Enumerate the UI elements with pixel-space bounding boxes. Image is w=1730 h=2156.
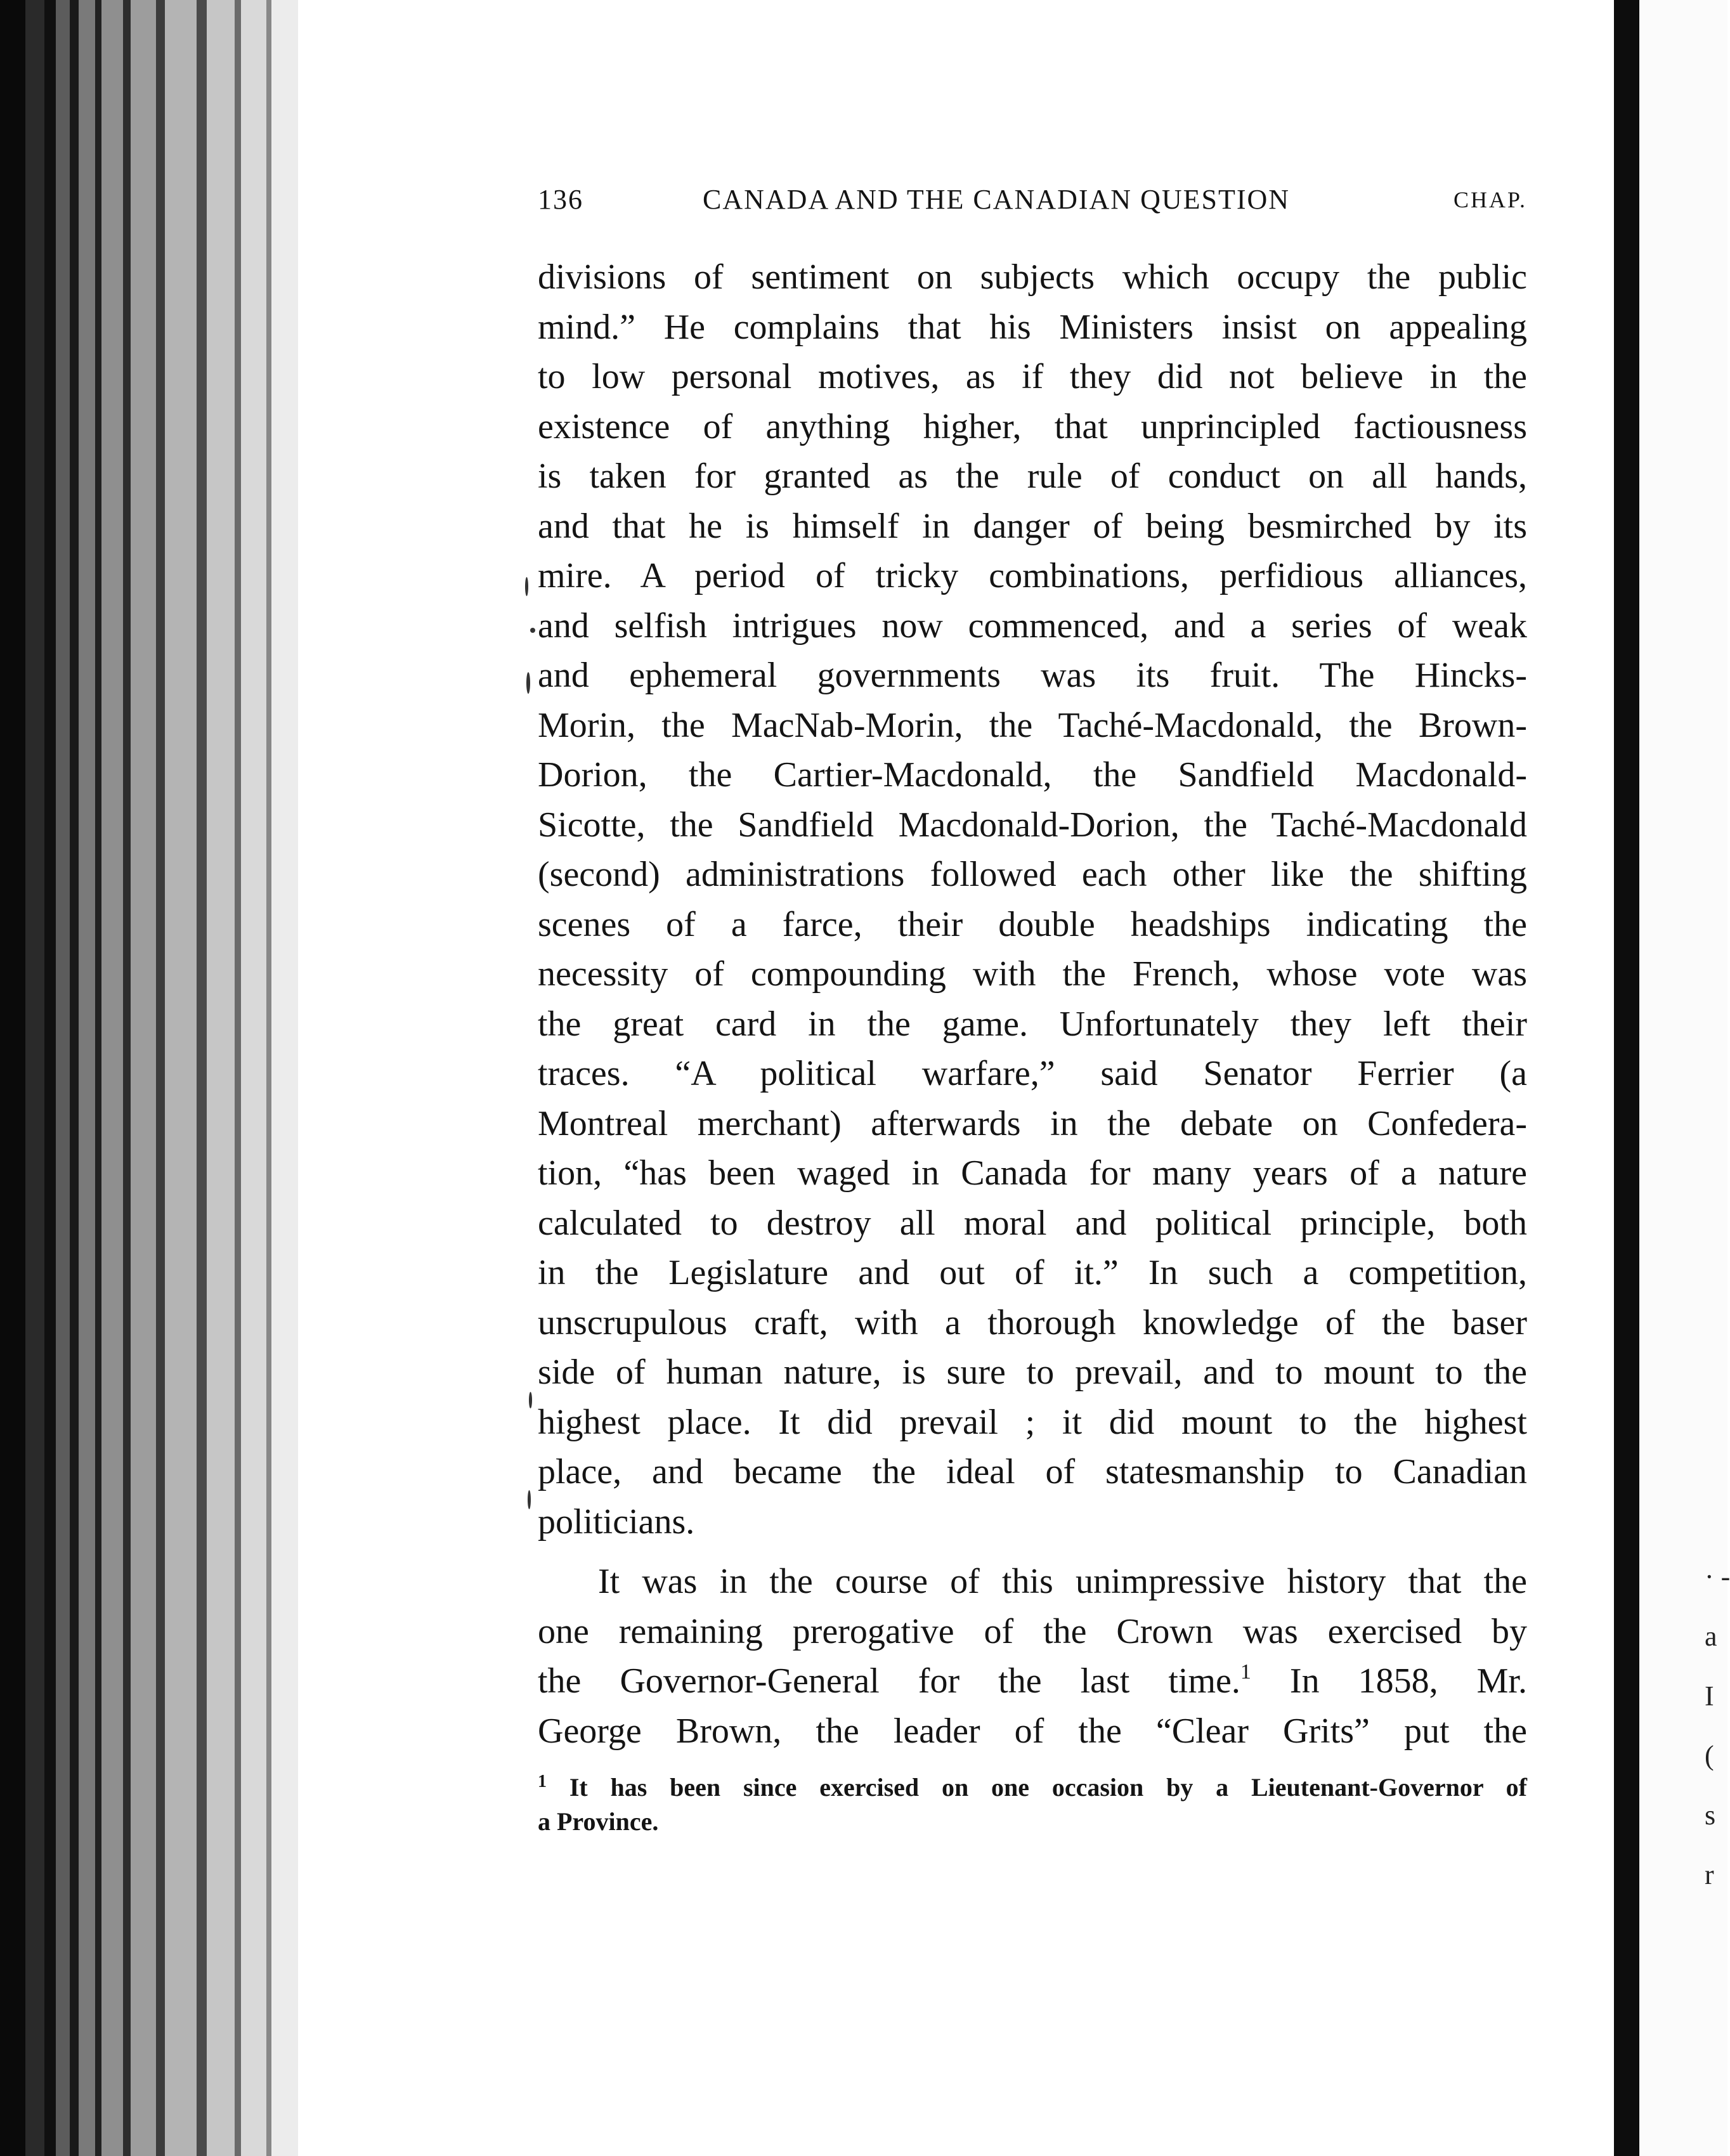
gutter-shadow: [1614, 0, 1639, 2156]
next-page-fragments: · - а I ( s r: [1705, 1561, 1730, 1890]
text-segment: In 1858, Mr.: [1251, 1661, 1527, 1701]
scan-speck: [529, 1392, 532, 1408]
text-line: George Brown, the leader of the “Clear Grits” put the: [538, 1711, 1527, 1751]
text-line: traces. “A political warfare,” said Senator Ferrier (a: [538, 1054, 1527, 1093]
text-line: Morin, the MacNab-Morin, the Taché-Macdonald, the Brown-: [538, 705, 1527, 745]
text-line-with-footnote-ref: [538, 1656, 1527, 1706]
scan-speck: [525, 577, 528, 596]
text-line: Montreal merchant) afterwards in the debate on Confedera-: [538, 1103, 1527, 1143]
text-line: scenes of a farce, their double headships indicating the: [538, 904, 1527, 944]
running-title: CANADA AND THE CANADIAN QUESTION: [703, 184, 1291, 215]
text-line: existence of anything higher, that unprincipled factiousness: [538, 406, 1527, 446]
text-line: place, and became the ideal of statesmanship to Canadian: [538, 1452, 1527, 1491]
chapter-label: CHAP.: [1453, 187, 1527, 212]
text-line: mind.” He complains that his Ministers insist on appealing: [538, 307, 1527, 347]
text-line: one remaining prerogative of the Crown was exercised by: [538, 1611, 1527, 1651]
text-line: Dorion, the Cartier-Macdonald, the Sandfield Macdonald-: [538, 755, 1527, 795]
text-line: calculated to destroy all moral and political principle, both: [538, 1203, 1527, 1243]
text-line: is taken for granted as the rule of conduct on all hands,: [538, 457, 1527, 496]
scan-speck: [530, 628, 535, 633]
text-line: mire. A period of tricky combinations, perfidious alliances,: [538, 556, 1527, 595]
scan-speck: [528, 1490, 531, 1509]
text-line: to low personal motives, as if they did not believe in the: [538, 357, 1527, 396]
text-line: (second) administrations followed each other like the shifting: [538, 855, 1527, 894]
text-line: necessity of compounding with the French, whose vote was: [538, 954, 1527, 994]
body-text: [538, 252, 1527, 1756]
text-line: highest place. It did prevail ; it did mount to the highest: [538, 1402, 1527, 1442]
footnote-marker: 1: [538, 1772, 547, 1791]
text-line: tion, “has been waged in Canada for many years of a nature: [538, 1153, 1527, 1193]
page-number: 136: [538, 184, 583, 215]
text-line: unscrupulous craft, with a thorough knowledge of the baser: [538, 1302, 1527, 1342]
text-line: and ephemeral governments was its fruit. The Hincks-: [538, 656, 1527, 695]
text-line: divisions of sentiment on subjects which occupy the public: [538, 257, 1527, 297]
footnote: [538, 1770, 1527, 1839]
book-spine-page-edges: [0, 0, 298, 2156]
scan-speck: [526, 672, 530, 694]
text-line: It was in the course of this unimpressive history that the: [598, 1562, 1527, 1601]
text-line: the great card in the game. Unfortunately they left their: [538, 1004, 1527, 1044]
running-header: [538, 178, 1527, 222]
text-segment: the Governor-General for the last time.: [538, 1661, 1240, 1701]
text-line: and that he is himself in danger of being besmirched by its: [538, 506, 1527, 546]
footnote-reference: 1: [1240, 1660, 1251, 1684]
footnote-line: a Province.: [538, 1807, 659, 1836]
book-page: [298, 25, 1614, 2118]
footnote-text: It has been since exercised on one occasion by a Lieutenant-Governor of: [547, 1773, 1527, 1802]
text-line: and selfish intrigues now commenced, and a series of weak: [538, 606, 1527, 646]
text-line: Sicotte, the Sandfield Macdonald-Dorion, the Taché-Macdonald: [538, 805, 1527, 845]
footnote-line: [538, 1770, 1527, 1805]
text-line: politicians.: [538, 1502, 695, 1542]
text-line: side of human nature, is sure to prevail, and to mount to the: [538, 1353, 1527, 1392]
text-line: in the Legislature and out of it.” In such a competition,: [538, 1253, 1527, 1292]
